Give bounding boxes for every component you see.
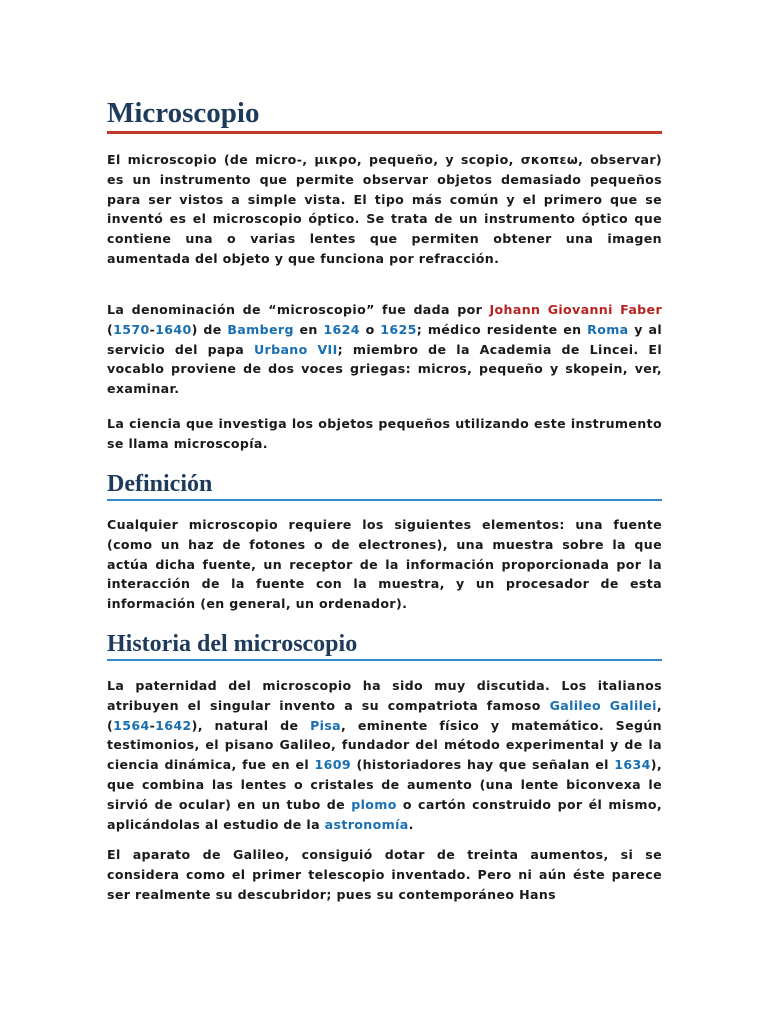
intro-paragraph-3: La ciencia que investiga los objetos pequeños utilizando este instrumento se llama microscopía.	[107, 416, 662, 451]
text-run: -	[149, 717, 156, 733]
definicion-paragraph: Cualquier microscopio requiere los siguientes elementos: una fuente (como un haz de fotones o de electrones), una muestra sobre la que actúa dicha fuente, un receptor de la información proporcionada por la interacción de la fuente con la muestra, y un procesador de esta información (en general, un ordenador).	[107, 517, 662, 612]
text-run: o	[359, 321, 381, 337]
text-run: (	[107, 321, 114, 337]
text-run: y al servicio del papa	[107, 321, 662, 357]
link-roma[interactable]: Roma	[587, 321, 629, 337]
text-run: ), que combina las lentes o cristales de aumento (una lente biconvexa le sirvió de ocular) en un tubo de	[107, 757, 662, 812]
text-run: en	[293, 321, 324, 337]
link-1634[interactable]: 1634	[614, 757, 651, 773]
section-rule-historia	[107, 659, 662, 661]
intro-paragraph-2	[107, 300, 662, 399]
section-heading-historia: Historia del microscopio	[107, 631, 358, 657]
historia-paragraph-2: El aparato de Galileo, consiguió dotar de treinta aumentos, si se considera como el primer telescopio inventado. Pero ni aún éste parece ser realmente su descubridor; pues su contemporáneo Hans	[107, 847, 662, 902]
intro-paragraph-1: El microscopio (de micro-, μικρο, pequeño, y scopio, σκοπεω, observar) es un instrumento que permite observar objetos demasiado pequeños para ser vistos a simple vista. El tipo más común y el primero que se inventó es el microscopio óptico. Se trata de un instrumento óptico que contiene una o varias lentes que permiten obtener una imagen aumentada del objeto y que funciona por refracción.	[107, 152, 662, 266]
text-run: .	[408, 816, 414, 832]
link-galileo-galilei[interactable]: Galileo Galilei	[549, 697, 657, 713]
link-1564[interactable]: 1564	[113, 717, 150, 733]
link-urbano-vii[interactable]: Urbano VII	[253, 341, 338, 357]
text-run: ) de	[191, 321, 228, 337]
link-1625[interactable]: 1625	[380, 321, 417, 337]
text-run: ; miembro de la Academia de Lincei. El vocablo proviene de dos voces griegas: micros, pequeño y skopein, ver, examinar.	[107, 341, 662, 397]
link-1570[interactable]: 1570	[113, 321, 150, 337]
text-run: o cartón construido por él mismo, aplicándolas al estudio de la	[107, 796, 662, 832]
link-1624[interactable]: 1624	[323, 321, 360, 337]
title-rule	[107, 131, 662, 134]
link-astronomia[interactable]: astronomía	[324, 816, 409, 832]
link-1642[interactable]: 1642	[155, 717, 192, 733]
section-rule-definicion	[107, 499, 662, 501]
historia-paragraph-1	[107, 676, 662, 834]
text-run: La paternidad del microscopio ha sido muy discutida. Los italianos atribuyen el singular invento a su compatriota famoso	[107, 678, 662, 713]
link-pisa[interactable]: Pisa	[310, 717, 342, 733]
text-run: , eminente físico y matemático. Según testimonios, el pisano Galileo, fundador del método experimental y de la ciencia dinámica, fue en el	[107, 717, 662, 773]
link-1640[interactable]: 1640	[155, 321, 192, 337]
text-run: -	[149, 321, 156, 337]
page-title: Microscopio	[107, 97, 260, 129]
text-run: ; médico residente en	[416, 321, 588, 337]
link-johann-giovanni-faber[interactable]: Johann Giovanni Faber	[489, 302, 663, 317]
text-run: , (	[107, 697, 662, 733]
section-heading-definicion: Definición	[107, 471, 213, 497]
link-1609[interactable]: 1609	[314, 757, 351, 773]
text-run: La denominación de “microscopio” fue dada por	[107, 302, 490, 317]
link-bamberg[interactable]: Bamberg	[227, 321, 294, 337]
text-run: ), natural de	[191, 717, 311, 733]
link-plomo[interactable]: plomo	[351, 796, 397, 812]
text-run: (historiadores hay que señalan el	[350, 757, 615, 773]
